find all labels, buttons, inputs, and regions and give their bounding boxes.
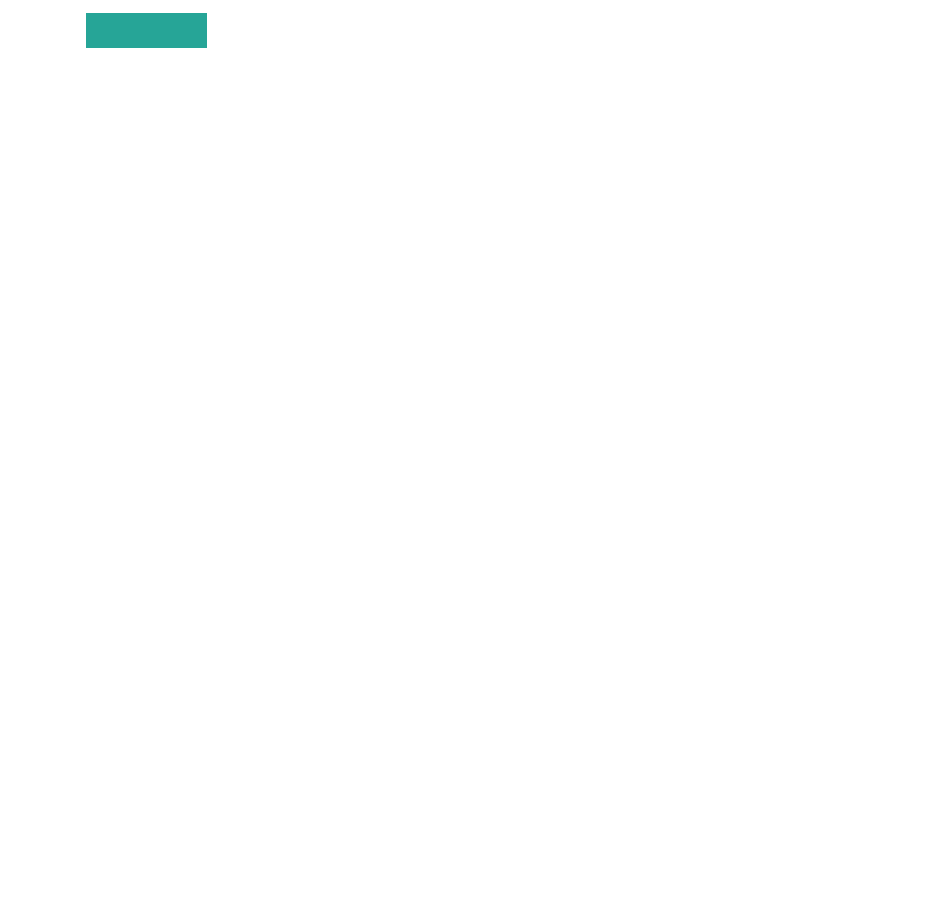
table-title	[86, 13, 207, 48]
